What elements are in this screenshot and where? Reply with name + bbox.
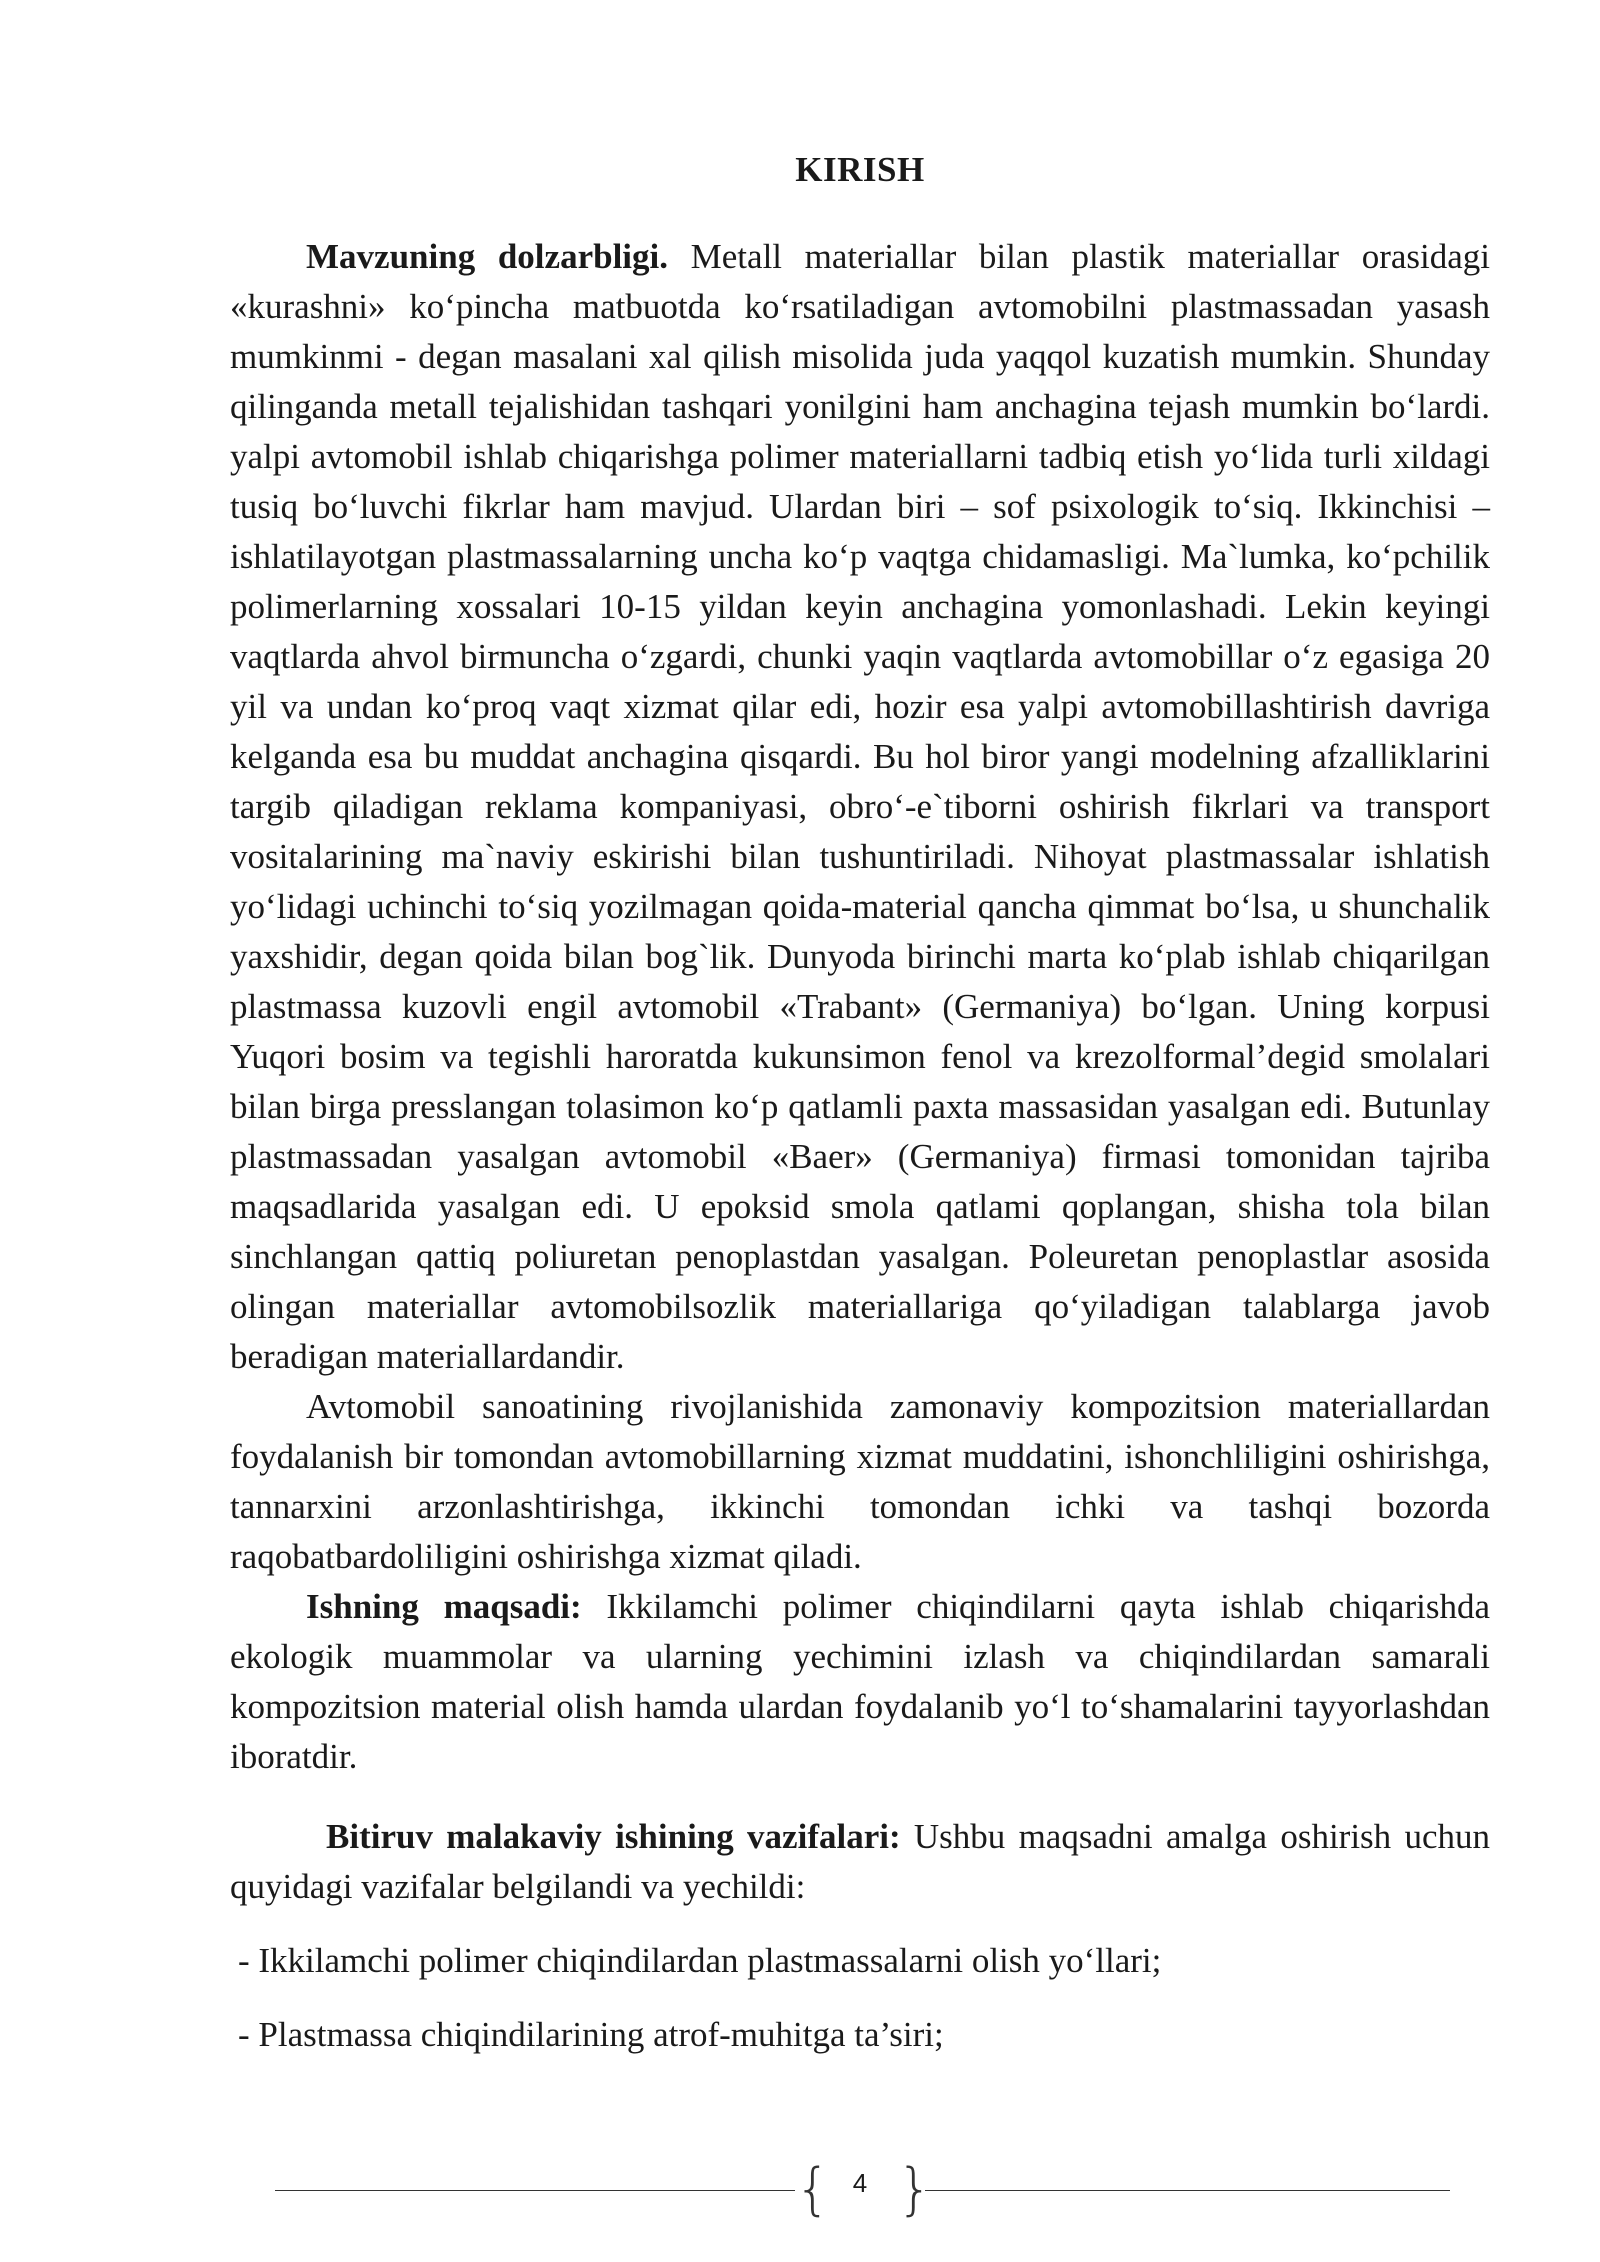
task-list-item: - Ikkilamchi polimer chiqindilardan plastmassalarni olish yo‘llari; [238,1941,1162,1980]
page-footer [275,2157,1450,2222]
relevance-text: Metall materiallar bilan plastik materiallar orasidagi «kurashni» ko‘pincha matbuotda ko‘rsatiladigan avtomobilni plastmassadan yasash mumkinmi - degan masalani xal qilish misolida juda yaqqol kuzatish mumkin. Shunday qilinganda metall tejalishidan tashqari yonilgini ham anchagina tejash mumkin bo‘lardi. yalpi avtomobil ishlab chiqarishga polimer materiallarni tadbiq etish yo‘lida turli xildagi tusiq bo‘luvchi fikrlar ham mavjud. Ulardan biri – sof psixologik to‘siq. Ikkinchisi – ishlatilayotgan plastmassalarning uncha ko‘p vaqtga chidamasligi. Ma`lumka, ko‘pchilik polimerlarning xossalari 10-15 yildan keyin anchagina yomonlashadi. Lekin keyingi vaqtlarda ahvol birmuncha o‘zgardi, chunki yaqin vaqtlarda avtomobillar o‘z egasiga 20 yil va undan ko‘proq vaqt xizmat qilar edi, hozir esa yalpi avtomobillashtirish davriga kelganda esa bu muddat anchagina qisqardi. Bu hol biror yangi modelning afzalliklarini targib qiladigan reklama kompaniyasi, obro‘-e`tiborni oshirish fikrlari va transport vositalarining ma`naviy eskirishi bilan tushuntiriladi. Nihoyat plastmassalar ishlatish yo‘lidagi uchinchi to‘siq yozilmagan qoida-material qancha qimmat bo‘lsa, u shunchalik yaxshidir, degan qoida bilan bog`lik. Dunyoda birinchi marta ko‘plab ishlab chiqarilgan plastmassa kuzovli engil avtomobil «Trabant» (Germaniya) bo‘lgan. Uning korpusi Yuqori bosim va tegishli haroratda kukunsimon fenol va krezolformal’degid smolalari bilan birga presslangan tolasimon ko‘p qatlamli paxta massasidan yasalgan edi. Butunlay plastmassadan yasalgan avtomobil «Baer» (Germaniya) firmasi tomonidan tajriba maqsadlarida yasalgan edi. U epoksid smola qatlami qoplangan, shisha tola bilan sinchlangan qattiq poliuretan penoplastdan yasalgan. Poleuretan penoplastlar asosida olingan materiallar avtomobilsozlik materiallariga qo‘yiladigan talablarga javob beradigan materiallardandir. [230,237,1491,1376]
footer-rule-left [275,2190,795,2191]
body-text [230,232,1490,2060]
goal-label: Ishning maqsadi: [306,1587,582,1626]
tasks-label: Bitiruv malakaviy ishining vazifalari: [326,1817,901,1856]
relevance-label: Mavzuning dolzarbligi. [306,237,668,276]
tasks-paragraph [230,1812,1490,1912]
goal-paragraph [230,1582,1490,1782]
goal-text: Ikkilamchi polimer chiqindilarni qayta ishlab chiqarishda ekologik muammolar va ularning yechimini izlash va chiqindilardan samarali kompozitsion material olish hamda ulardan foydalanib yo‘l to‘shamalarini tayyorlashdan iboratdir. [230,1587,1490,1776]
right-brace-icon: } [897,2157,933,2222]
relevance-paragraph [230,232,1490,1382]
industry-paragraph: Avtomobil sanoatining rivojlanishida zamonaviy kompozitsion materiallardan foydalanish bir tomondan avtomobillarning xizmat muddatini, ishonchliligini oshirishga, tannarxini arzonlashtirishga, ikkinchi tomondan ichki va tashqi bozorda raqobatbardoliligini oshirishga xizmat qiladi. [230,1387,1490,1576]
page-title: KIRISH [795,150,925,189]
left-brace-icon: { [795,2157,831,2222]
footer-rule-right [925,2190,1450,2191]
tasks-text: Ushbu maqsadni amalga oshirish uchun quyidagi vazifalar belgilandi va yechildi: [230,1817,1490,1906]
page-number: 4 [852,2168,868,2198]
task-list-item: - Plastmassa chiqindilarining atrof-muhitga ta’siri; [238,2015,944,2054]
